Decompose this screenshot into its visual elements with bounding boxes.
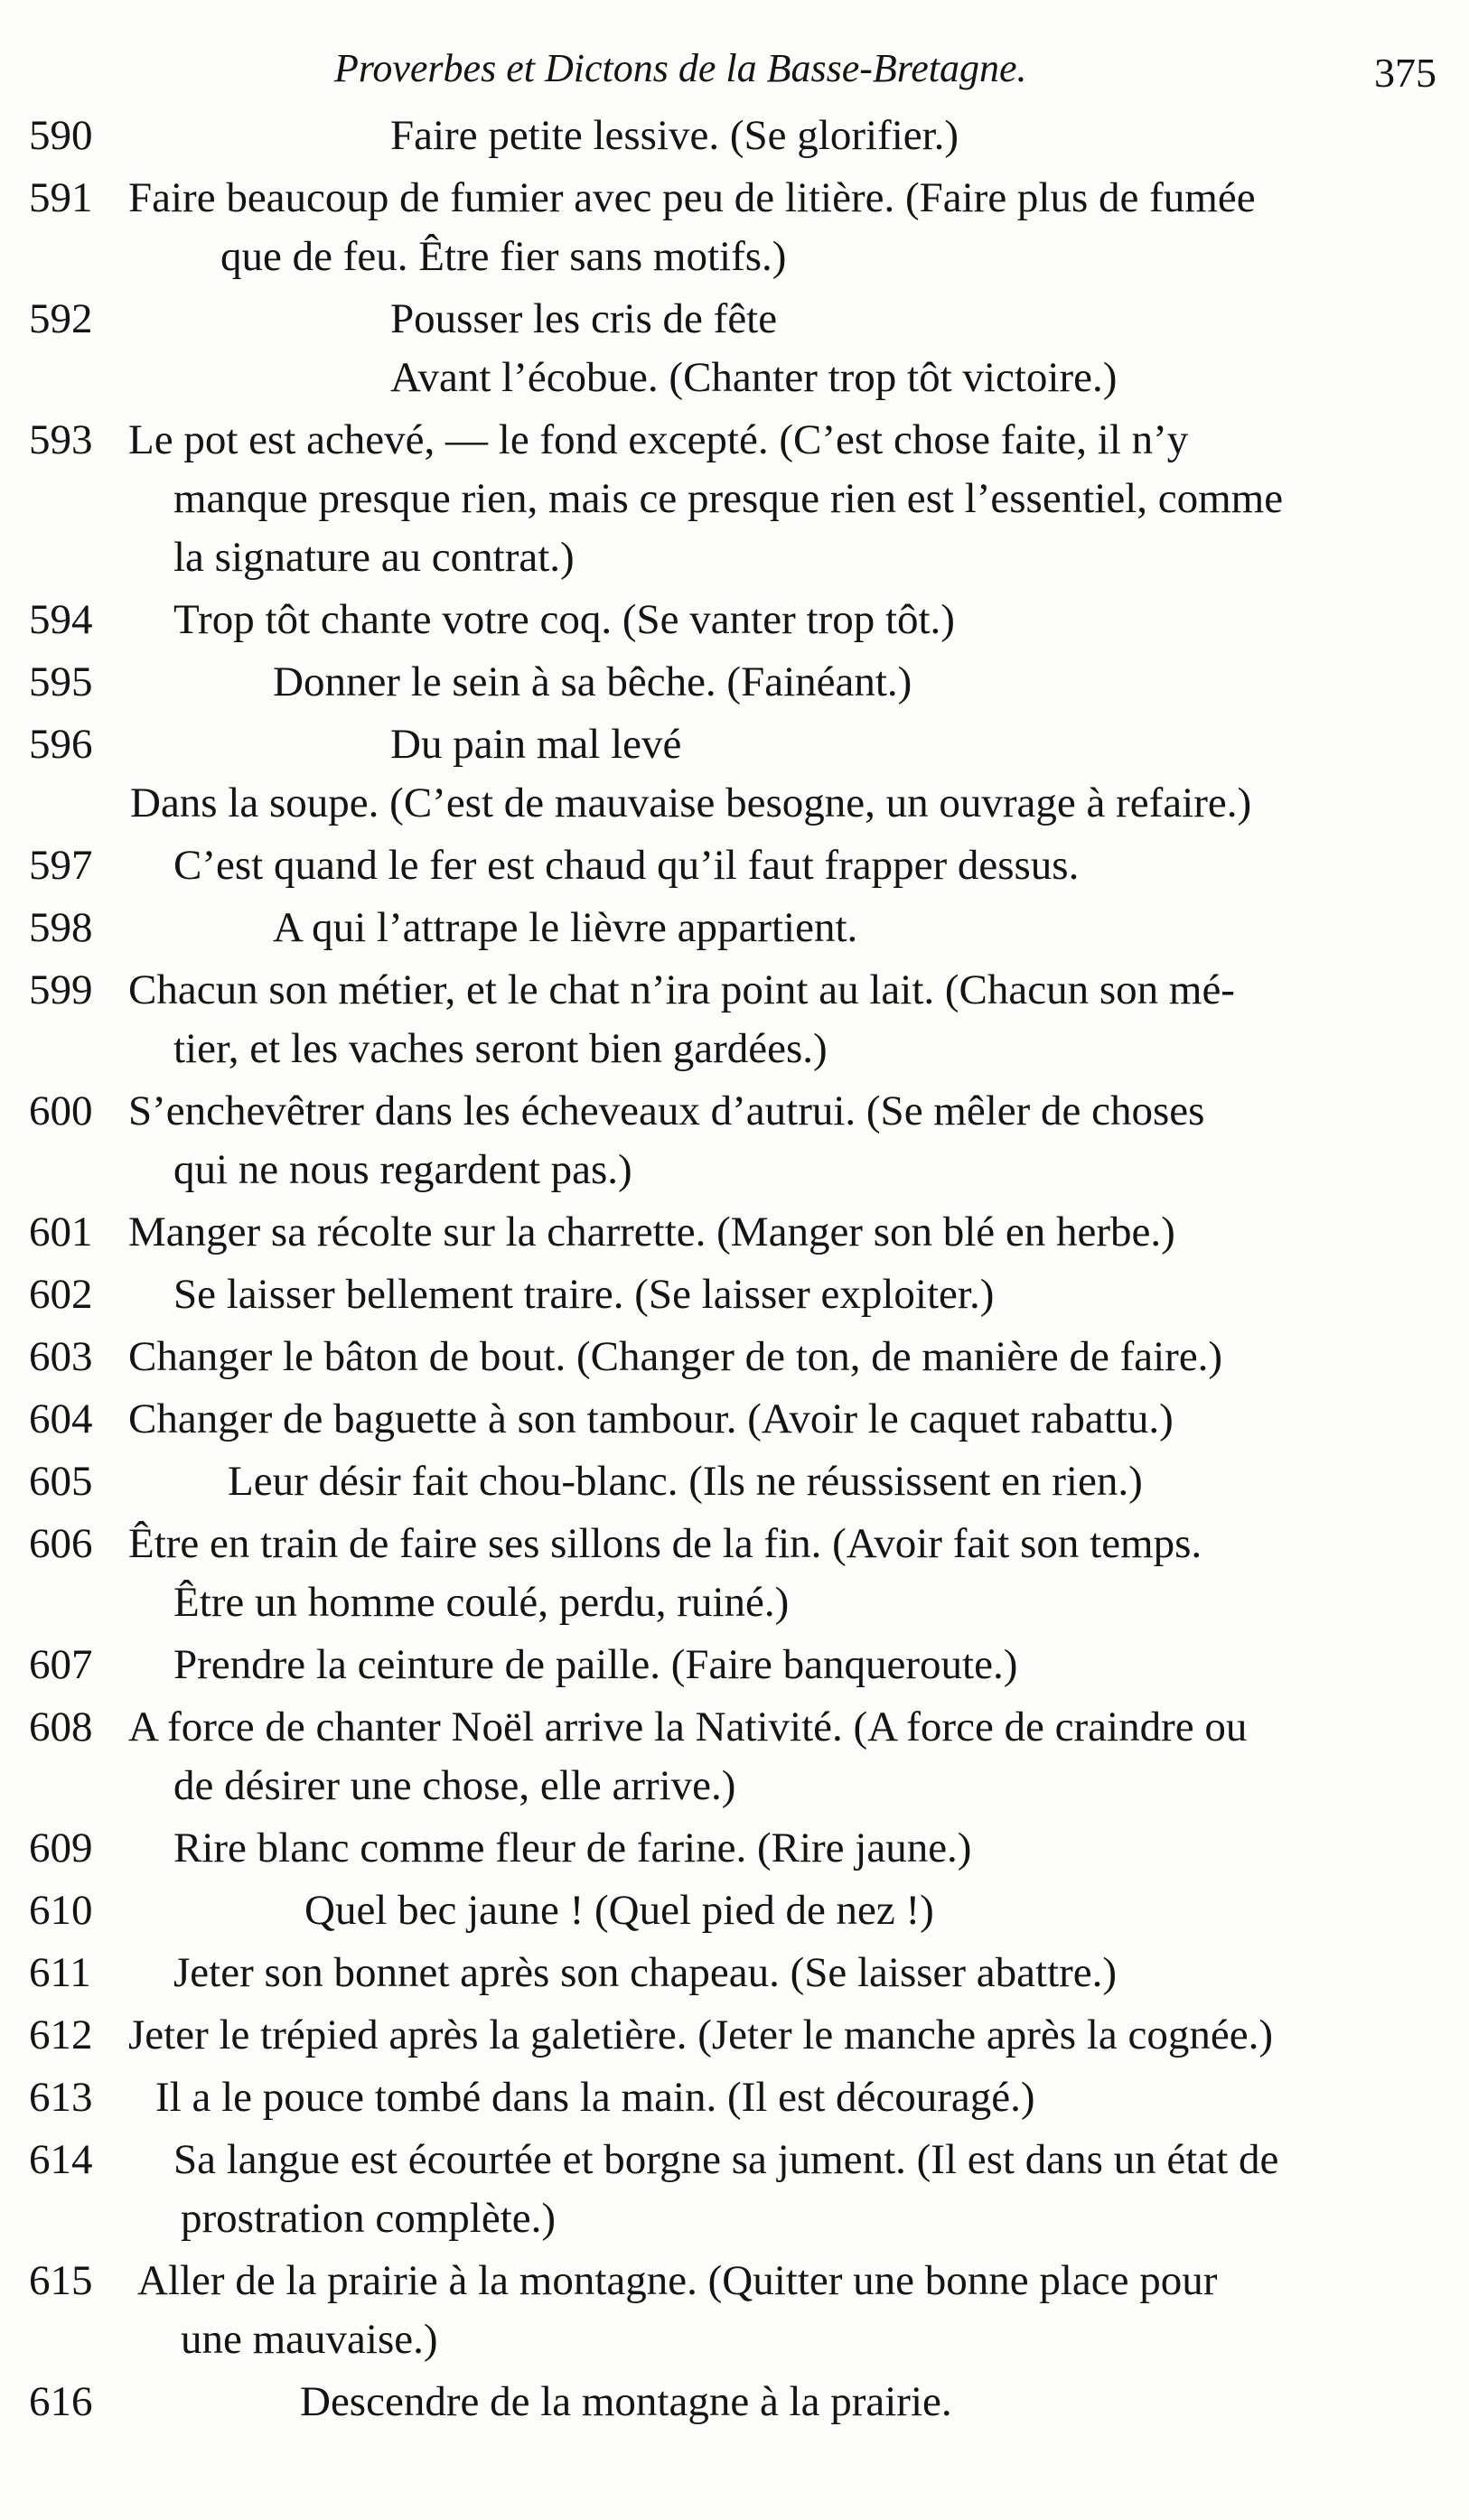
proverb-text: de désirer une chose, elle arrive.) [173, 1762, 736, 1809]
proverb-number: 590 [29, 112, 93, 159]
proverb-number: 601 [29, 1209, 93, 1255]
proverb-text: Rire blanc comme fleur de farine. (Rire jaune.) [173, 1825, 972, 1871]
proverb-number: 592 [29, 295, 93, 342]
proverb-text: Chacun son métier, et le chat n’ira point au lait. (Chacun son mé- [128, 966, 1235, 1013]
proverb-number: 596 [29, 721, 93, 768]
proverb-text: A force de chanter Noël arrive la Nativité. (A force de craindre ou [128, 1703, 1248, 1750]
proverb-text: Prendre la ceinture de paille. (Faire banqueroute.) [173, 1641, 1018, 1688]
proverb-text: C’est quand le fer est chaud qu’il faut frapper dessus. [173, 842, 1080, 889]
proverb-entry [29, 715, 1438, 833]
proverb-text: Être un homme coulé, perdu, ruiné.) [173, 1579, 790, 1626]
proverb-text: qui ne nous regardent pas.) [173, 1146, 632, 1193]
proverb-entry [29, 1944, 1438, 2002]
proverb-text: Donner le sein à sa bêche. (Fainéant.) [273, 658, 912, 705]
proverb-number: 614 [29, 2136, 93, 2183]
proverb-text: Changer de baguette à son tambour. (Avoir le caquet rabattu.) [128, 1395, 1174, 1442]
proverb-text: Faire beaucoup de fumier avec peu de litière. (Faire plus de fumée [128, 174, 1256, 221]
proverb-number: 594 [29, 596, 93, 643]
proverb-text: A qui l’attrape le lièvre appartient. [273, 904, 858, 951]
proverb-text: Changer le bâton de bout. (Changer de ton, de manière de faire.) [128, 1333, 1223, 1380]
proverb-number: 600 [29, 1087, 93, 1134]
proverb-text: Être en train de faire ses sillons de la fin. (Avoir fait son temps. [128, 1520, 1202, 1567]
proverb-number: 616 [29, 2378, 93, 2425]
proverb-text: Faire petite lessive. (Se glorifier.) [390, 112, 959, 159]
proverb-text: tier, et les vaches seront bien gardées.) [173, 1025, 828, 1072]
proverb-text: Descendre de la montagne à la prairie. [300, 2378, 952, 2425]
proverb-text: Du pain mal levé [390, 721, 682, 768]
proverb-text: Avant l’écobue. (Chanter trop tôt victoire.) [390, 354, 1118, 401]
proverb-text: que de feu. Être fier sans motifs.) [220, 233, 787, 280]
proverb-entry [29, 1515, 1438, 1632]
proverb-entry [29, 1390, 1438, 1449]
proverb-entry [29, 591, 1438, 649]
proverb-entry [29, 1328, 1438, 1386]
page-number: 375 [1374, 50, 1436, 96]
proverb-number: 605 [29, 1458, 93, 1505]
proverb-text: Il a le pouce tombé dans la main. (Il est découragé.) [155, 2074, 1035, 2121]
proverb-entry [29, 1819, 1438, 1878]
proverb-number: 608 [29, 1703, 93, 1750]
proverb-entry [29, 836, 1438, 895]
proverb-text: Leur désir fait chou-blanc. (Ils ne réussissent en rien.) [228, 1458, 1143, 1505]
proverb-number: 609 [29, 1825, 93, 1871]
proverb-number: 602 [29, 1271, 93, 1318]
proverb-entry [29, 2006, 1438, 2065]
proverb-number: 606 [29, 1520, 93, 1567]
running-title: Proverbes et Dictons de la Basse-Bretagne. [334, 46, 1027, 90]
proverb-text: S’enchevêtrer dans les écheveaux d’autrui. (Se mêler de choses [128, 1087, 1205, 1134]
proverb-number: 603 [29, 1333, 93, 1380]
proverb-text: Se laisser bellement traire. (Se laisser exploiter.) [173, 1271, 995, 1318]
proverb-number: 612 [29, 2011, 93, 2058]
proverb-text: une mauvaise.) [181, 2316, 438, 2363]
proverb-entry [29, 1203, 1438, 1262]
proverb-entry [29, 1082, 1438, 1199]
proverb-entry [29, 899, 1438, 957]
proverb-text: Le pot est achevé, — le fond excepté. (C’est chose faite, il n’y [128, 416, 1189, 463]
proverb-entry [29, 1881, 1438, 1940]
proverb-text: la signature au contrat.) [173, 534, 575, 581]
proverb-entry [29, 2068, 1438, 2127]
proverb-text: Quel bec jaune ! (Quel pied de nez !) [304, 1887, 934, 1934]
proverb-entry [29, 1636, 1438, 1694]
proverb-entry [29, 2252, 1438, 2369]
proverb-entry [29, 653, 1438, 712]
proverb-text: Manger sa récolte sur la charrette. (Manger son blé en herbe.) [128, 1209, 1175, 1255]
proverb-entry [29, 107, 1438, 165]
proverb-text: Jeter le trépied après la galetière. (Jeter le manche après la cognée.) [128, 2011, 1273, 2058]
proverb-entry [29, 1265, 1438, 1324]
proverb-entry [29, 290, 1438, 407]
proverb-number: 593 [29, 416, 93, 463]
proverb-number: 610 [29, 1887, 93, 1934]
proverb-number: 598 [29, 904, 93, 951]
proverb-entry [29, 1452, 1438, 1511]
proverb-text: Sa langue est écourtée et borgne sa jument. (Il est dans un état de [173, 2136, 1279, 2183]
proverb-number: 595 [29, 658, 93, 705]
proverb-number: 599 [29, 966, 93, 1013]
proverb-entry [29, 1698, 1438, 1815]
proverb-entry [29, 2131, 1438, 2248]
running-header [334, 36, 1436, 99]
proverb-text: Aller de la prairie à la montagne. (Quitter une bonne place pour [137, 2257, 1218, 2304]
proverb-text: Jeter son bonnet après son chapeau. (Se laisser abattre.) [173, 1949, 1118, 1996]
proverb-number: 591 [29, 174, 93, 221]
proverb-entry [29, 2373, 1438, 2431]
proverb-number: 607 [29, 1641, 93, 1688]
proverb-text: manque presque rien, mais ce presque rien est l’essentiel, comme [173, 475, 1284, 522]
proverb-text: prostration complète.) [181, 2195, 557, 2242]
proverb-text: Trop tôt chante votre coq. (Se vanter trop tôt.) [173, 596, 955, 643]
proverb-number: 613 [29, 2074, 93, 2121]
proverb-text: Pousser les cris de fête [390, 295, 778, 342]
proverb-entry [29, 961, 1438, 1078]
proverb-entry [29, 411, 1438, 587]
proverb-text: Dans la soupe. (C’est de mauvaise besogne, un ouvrage à refaire.) [130, 779, 1252, 826]
proverb-number: 615 [29, 2257, 93, 2304]
proverb-list [29, 107, 1438, 2435]
proverb-number: 597 [29, 842, 93, 889]
proverb-entry [29, 169, 1438, 286]
proverb-number: 611 [29, 1949, 91, 1996]
proverb-number: 604 [29, 1395, 93, 1442]
